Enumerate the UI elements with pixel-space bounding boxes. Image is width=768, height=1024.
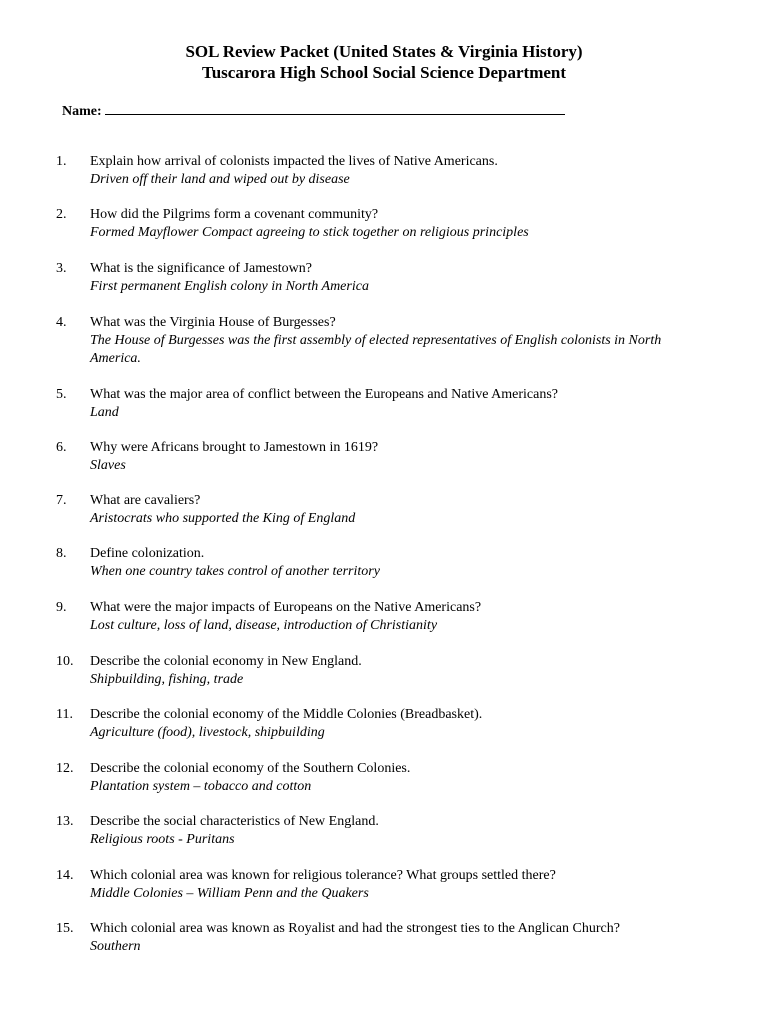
question-text: What was the Virginia House of Burgesses? xyxy=(90,315,336,330)
question-text: What are cavaliers? xyxy=(90,493,201,508)
question-item xyxy=(56,653,696,689)
question-number: 11. xyxy=(56,707,73,722)
answer-text: Shipbuilding, fishing, trade xyxy=(90,672,244,687)
question-number: 9. xyxy=(56,600,67,615)
question-item xyxy=(56,867,696,903)
answer-text: Religious roots - Puritans xyxy=(90,832,235,847)
question-item xyxy=(56,920,696,956)
question-item xyxy=(56,545,696,581)
question-text: Describe the social characteristics of New England. xyxy=(90,814,379,829)
question-number: 5. xyxy=(56,387,67,402)
question-number: 13. xyxy=(56,814,74,829)
question-item xyxy=(56,706,696,742)
answer-text: Driven off their land and wiped out by disease xyxy=(90,172,350,187)
question-item xyxy=(56,492,696,528)
question-number: 3. xyxy=(56,261,67,276)
answer-text: When one country takes control of another territory xyxy=(90,564,380,579)
question-text: What were the major impacts of Europeans on the Native Americans? xyxy=(90,600,482,615)
question-text: Explain how arrival of colonists impacted the lives of Native Americans. xyxy=(90,154,498,169)
answer-text: Southern xyxy=(90,939,141,954)
answer-text: Slaves xyxy=(90,458,126,473)
question-item xyxy=(56,760,696,796)
question-text: Describe the colonial economy of the Middle Colonies (Breadbasket). xyxy=(90,707,483,722)
question-number: 10. xyxy=(56,654,74,669)
question-text: What is the significance of Jamestown? xyxy=(90,261,312,276)
question-item xyxy=(56,813,696,849)
answer-text: Middle Colonies – William Penn and the Quakers xyxy=(90,886,369,901)
question-number: 15. xyxy=(56,921,74,936)
question-number: 7. xyxy=(56,493,67,508)
answer-text: The House of Burgesses was the first assembly of elected representatives of English colonists in North America. xyxy=(90,333,662,366)
name-field-row xyxy=(62,101,565,121)
answer-text: Lost culture, loss of land, disease, introduction of Christianity xyxy=(90,618,438,633)
answer-text: First permanent English colony in North America xyxy=(90,279,369,294)
question-number: 1. xyxy=(56,154,67,169)
answer-text: Land xyxy=(90,405,119,420)
question-text: Describe the colonial economy in New England. xyxy=(90,654,362,669)
document-title: SOL Review Packet (United States & Virginia History) xyxy=(185,42,583,61)
question-number: 6. xyxy=(56,440,67,455)
question-item xyxy=(56,260,696,296)
question-text: What was the major area of conflict between the Europeans and Native Americans? xyxy=(90,387,559,402)
name-blank-line xyxy=(105,101,565,115)
answer-text: Plantation system – tobacco and cotton xyxy=(90,779,312,794)
question-number: 2. xyxy=(56,207,67,222)
question-text: Define colonization. xyxy=(90,546,205,561)
question-text: Which colonial area was known as Royalist and had the strongest ties to the Anglican Church? xyxy=(90,921,620,936)
question-number: 8. xyxy=(56,546,67,561)
answer-text: Formed Mayflower Compact agreeing to stick together on religious principles xyxy=(90,225,529,240)
question-item xyxy=(56,599,696,635)
document-subtitle: Tuscarora High School Social Science Department xyxy=(201,63,567,82)
question-number: 14. xyxy=(56,868,74,883)
question-text: Which colonial area was known for religious tolerance? What groups settled there? xyxy=(90,868,556,883)
question-item xyxy=(56,386,696,422)
question-text: How did the Pilgrims form a covenant community? xyxy=(90,207,379,222)
question-number: 4. xyxy=(56,315,67,330)
question-text: Why were Africans brought to Jamestown in 1619? xyxy=(90,440,379,455)
question-number: 12. xyxy=(56,761,74,776)
question-item xyxy=(56,153,696,189)
question-item xyxy=(56,314,696,368)
name-label: Name: xyxy=(62,104,102,119)
question-item xyxy=(56,206,696,242)
answer-text: Agriculture (food), livestock, shipbuilding xyxy=(90,725,325,740)
answer-text: Aristocrats who supported the King of England xyxy=(90,511,356,526)
question-text: Describe the colonial economy of the Southern Colonies. xyxy=(90,761,411,776)
question-item xyxy=(56,439,696,475)
